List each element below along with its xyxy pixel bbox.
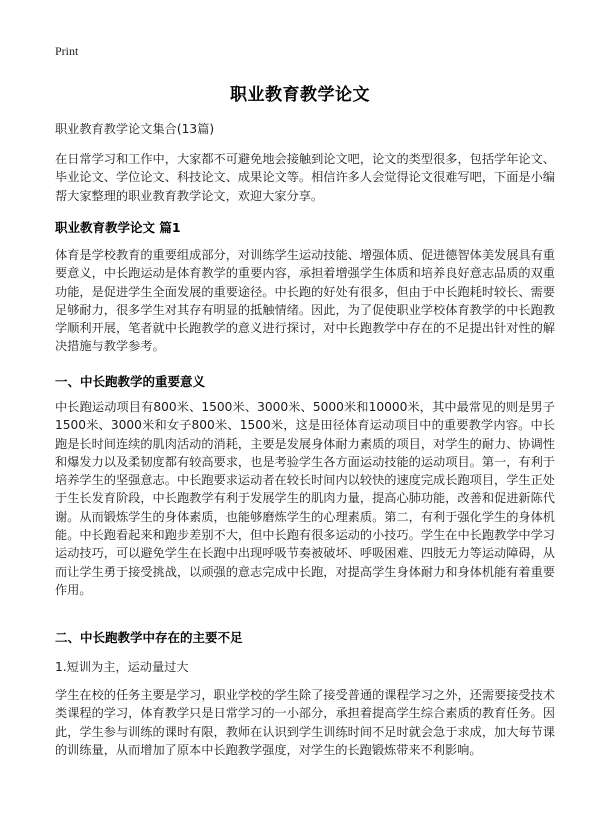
article-paragraph-1-text: 体育是学校教育的重要组成部分，对训练学生运动技能、增强体质、促进德智体美发展具有重要意义，中长跑运动是体育教学的重要内容，承担着增强学生体质和培养良好意志品质的双重功能，是促进学生全面发展的重要途径。中长跑的好处有很多，但由于中长跑耗时较长、需要足够耐力，很多学生对其存有明显的抵触情绪。因此，为了促使职业学校体育教学的中长跑教学顺利开展，笔者就中长跑教学的意义进行探讨，对中长跑教学中存在的不足提出针对性的解决措施与教学参考。 bbox=[55, 248, 555, 354]
article-heading: 职业教育教学论文 篇1 bbox=[55, 220, 181, 235]
section-1-paragraph-text: 中长跑运动项目有800米、1500米、3000米、5000米和10000米，其中最常见的则是男子1500米、3000米和女子800米、1500米，这是田径体育运动项目中的重要教学内容。中长跑是长时间连续的肌肉活动的消耗，主要是发展身体耐力素质的项目，对学生的耐力、协调性和爆发力以及柔韧度都有较高要求，也是考验学生各方面运动技能的运动项目。第一，有利于培养学生的坚强意志。中长跑要求运动者在较长时间内以较快的速度完成长跑项目，学生正处于生长发育阶段，中长跑教学有利于发展学生的肌肉力量，提高心肺功能，改善和促进新陈代谢。从而锻炼学生的身体素质，也能够磨炼学生的心理素质。第二，有利于强化学生的身体机能。中长跑看起来和跑步差别不大，但中长跑有很多运动的小技巧。学生在中长跑教学中学习运动技巧，可以避免学生在长跑中出现呼吸节奏被破坏、呼吸困难、四肢无力等运动障碍，从而让学生勇于接受挑战，以顽强的意志完成中长跑，对提高学生身体耐力和身体机能有着重要作用。 bbox=[55, 400, 555, 597]
section-2-paragraph-text: 学生在校的任务主要是学习，职业学校的学生除了接受普通的课程学习之外，还需要接受技术类课程的学习，体育教学只是日常学习的一小部分，承担着提高学生综合素质的教育任务。因此，学生参与训练的课时有限，教师在认识到学生训练时间不足时就会急于求成，加大每节课的训练量，从而增加了原本中长跑教学强度，对学生的长跑锻炼带来不利影响。 bbox=[55, 688, 555, 757]
print-label[interactable]: Print bbox=[55, 44, 79, 58]
section-2-heading: 二、中长跑教学中存在的主要不足 bbox=[55, 630, 243, 645]
section-2-paragraph bbox=[55, 686, 555, 759]
intro-paragraph bbox=[55, 150, 555, 205]
document-title: 职业教育教学论文 bbox=[230, 85, 370, 105]
section-1-heading: 一、中长跑教学的重要意义 bbox=[55, 374, 206, 389]
collection-subtitle: 职业教育教学论文集合(13篇) bbox=[55, 122, 215, 136]
intro-paragraph-text: 在日常学习和工作中，大家都不可避免地会接触到论文吧，论文的类型很多，包括学年论文、毕业论文、学位论文、科技论文、成果论文等。相信许多人会觉得论文很难写吧，下面是小编帮大家整理的职业教育教学论文，欢迎大家分享。 bbox=[55, 152, 555, 203]
section-2-subheading: 1.短训为主，运动量过大 bbox=[55, 660, 189, 674]
article-paragraph-1 bbox=[55, 246, 555, 356]
section-1-paragraph bbox=[55, 398, 555, 599]
